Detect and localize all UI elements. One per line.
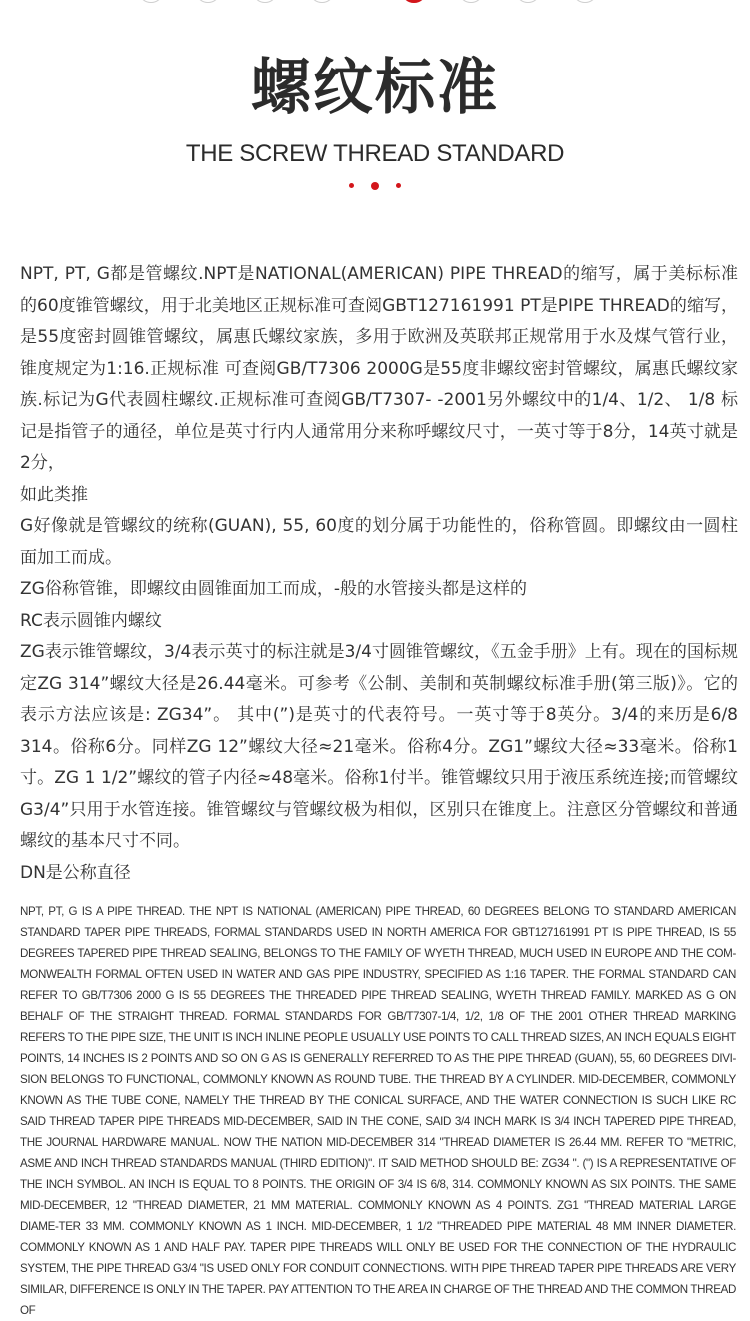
chinese-description <box>20 259 738 889</box>
title-divider-dots <box>0 180 750 190</box>
carousel-dot[interactable] <box>572 0 598 3</box>
page-subtitle: THE SCREW THREAD STANDARD <box>185 140 565 167</box>
cn-paragraph: 如此类推 <box>20 484 88 505</box>
carousel-dot[interactable] <box>138 0 164 3</box>
carousel-dot[interactable] <box>309 0 335 3</box>
page-title: 螺纹标准 <box>251 53 499 123</box>
cn-paragraph: NPT, PT, G都是管螺纹.NPT是NATIONAL(AMERICAN) PIPE THREAD的缩写，属于美标标准的60度锥管螺纹，用于北美地区正规标准可查阅GBT127161991 PT是PIPE THREAD的缩写，是55度密封圆锥管螺纹，属惠氏螺纹家族，多用于欧洲及英联邦正规常用于水及煤气管行业，锥度规定为1:16.正规标准 可查阅GB/T7306 2000G是55度非螺纹密封管螺纹，属惠氏螺纹家族.标记为G代表圆柱螺纹.正规标准可查阅GB/T7307- -2001另外螺纹中的1/4、1/2、 1/8 标记是指管子的通径，单位是英寸行内人通常用分来称呼螺纹尺寸，一英寸等于8分，14英寸就是2分， <box>20 264 738 473</box>
cn-paragraph: RC表示圆锥内螺纹 <box>20 610 162 631</box>
carousel-dot[interactable] <box>252 0 278 3</box>
divider-dot <box>396 183 401 188</box>
divider-dot <box>349 183 354 188</box>
cn-paragraph: G好像就是管螺纹的统称(GUAN), 55, 60度的划分属于功能性的，俗称管圆。即螺纹由一圆柱面加工而成。 <box>20 516 738 568</box>
carousel-indicators <box>0 0 750 3</box>
carousel-dot-active[interactable] <box>401 0 427 3</box>
carousel-dot[interactable] <box>195 0 221 3</box>
english-description: NPT, PT, G IS A PIPE THREAD. THE NPT IS NATIONAL (AMERICAN) PIPE THREAD, 60 DEGREES BELONG TO STANDARD AMERICAN STANDARD TAPER PIPE THREADS, FORMAL STANDARDS USED IN NORTH AMERICA FOR GBT127161991 PT IS PIPE THREAD, IS 55 DEGREES TAPERED PIPE THREAD SEALING, BELONGS TO THE FAMILY OF WYETH THREAD, MUCH USED IN EUROPE AND THE COM-MONWEALTH FORMAL OFTEN USED IN WATER AND GAS PIPE INDUSTRY, SPECIFIED AS 1:16 TAPER. THE FORMAL STANDARD CAN REFER TO GB/T7306 2000 G IS 55 DEGREES THE THREADED PIPE THREAD SEALING, WYETH THREAD FAMILY. MARKED AS G ON BEHALF OF THE STRAIGHT THREAD. FORMAL STANDARDS FOR GB/T7307-1/4, 1/2, 1/8 OF THE 2001 OTHER THREAD MARKING REFERS TO THE PIPE SIZE, THE UNIT IS INCH INLINE PEOPLE USUALLY USE POINTS TO CALL THREAD SIZES, AN INCH EQUALS EIGHT POINTS, 14 INCHES IS 2 POINTS AND SO ON G AS IS GENERALLY REFERRED TO AS THE PIPE THREAD (GUAN), 55, 60 DEGREES DIVI-SION BELONGS TO FUNCTIONAL, COMMONLY KNOWN AS ROUND TUBE. THE THREAD BY A CYLINDER. MID-DECEMBER, COMMONLY KNOWN AS THE TUBE CONE, NAMELY THE THREAD BY THE CONICAL SURFACE, AND THE WATER CONNECTION IS SUCH LIKE RC SAID THREAD TAPER PIPE THREADS MID-DECEMBER, SAID IN THE CONE, SAID 3/4 INCH MARK IS 3/4 INCH TAPERED PIPE THREAD, THE JOURNAL HARDWARE MANUAL. NOW THE NATION MID-DECEMBER 314 "THREAD DIAMETER IS 26.44 MM. REFER TO "METRIC, ASME AND INCH THREAD STANDARDS MANUAL (THIRD EDITION)". IT SAID METHOD SHOULD BE: ZG34 ". (") IS A REPRESENTATIVE OF THE INCH SYMBOL. AN INCH IS EQUAL TO 8 POINTS. THE ORIGIN OF 3/4 IS 6/8, 314. COMMONLY KNOWN AS SIX POINTS. THE SAME MID-DECEMBER, 12 "THREAD DIAMETER, 21 MM MATERIAL. COMMONLY KNOWN AS 4 POINTS. ZG1 "THREAD MATERIAL LARGE DIAME-TER 33 MM. COMMONLY KNOWN AS 1 INCH. MID-DECEMBER, 1 1/2 "THREADED PIPE MATERIAL 48 MM INNER DIAMETER. COMMONLY KNOWN AS 1 AND HALF PAY. TAPER PIPE THREADS WILL ONLY BE USED FOR THE CONNECTION OF THE HYDRAULIC SYSTEM, THE PIPE THREAD G3/4 "IS USED ONLY FOR CONDUIT CONNECTIONS. WITH PIPE THREAD TAPER PIPE THREADS ARE VERY SIMILAR, DIFFERENCE IS ONLY IN THE TAPER. PAY ATTENTION TO THE AREA IN CHARGE OF THE THREAD AND THE COMMON THREAD OF <box>20 905 736 1317</box>
carousel-dot[interactable] <box>515 0 541 3</box>
carousel-dot[interactable] <box>458 0 484 3</box>
cn-paragraph: DN是公称直径 <box>20 862 131 883</box>
cn-paragraph: ZG俗称管锥，即螺纹由圆锥面加工而成，-般的水管接头都是这样的 <box>20 579 527 599</box>
cn-paragraph: ZG表示锥管螺纹，3/4表示英寸的标注就是3/4寸圆锥管螺纹，《五金手册》上有。现在的国标规定ZG 314”螺纹大径是26.44毫米。可参考《公制、美制和英制螺纹标准手册(第三版)》。它的表示方法应该是: ZG34”。 其中(”)是英寸的代表符号。一英寸等于8英分。3/4的来历是6/8 314。俗称6分。同样ZG 12”螺纹大径≈21毫米。俗称4分。ZG1”螺纹大径≈33毫米。俗称1寸。ZG 1 1/2”螺纹的管子内径≈48毫米。俗称1付半。锥管螺纹只用于液压系统连接;而管螺纹G3/4”只用于水管连接。锥管螺纹与管螺纹极为相似，区别只在锥度上。注意区分管螺纹和普通螺纹的基本尺寸不同。 <box>20 642 738 851</box>
divider-dot <box>371 182 379 190</box>
